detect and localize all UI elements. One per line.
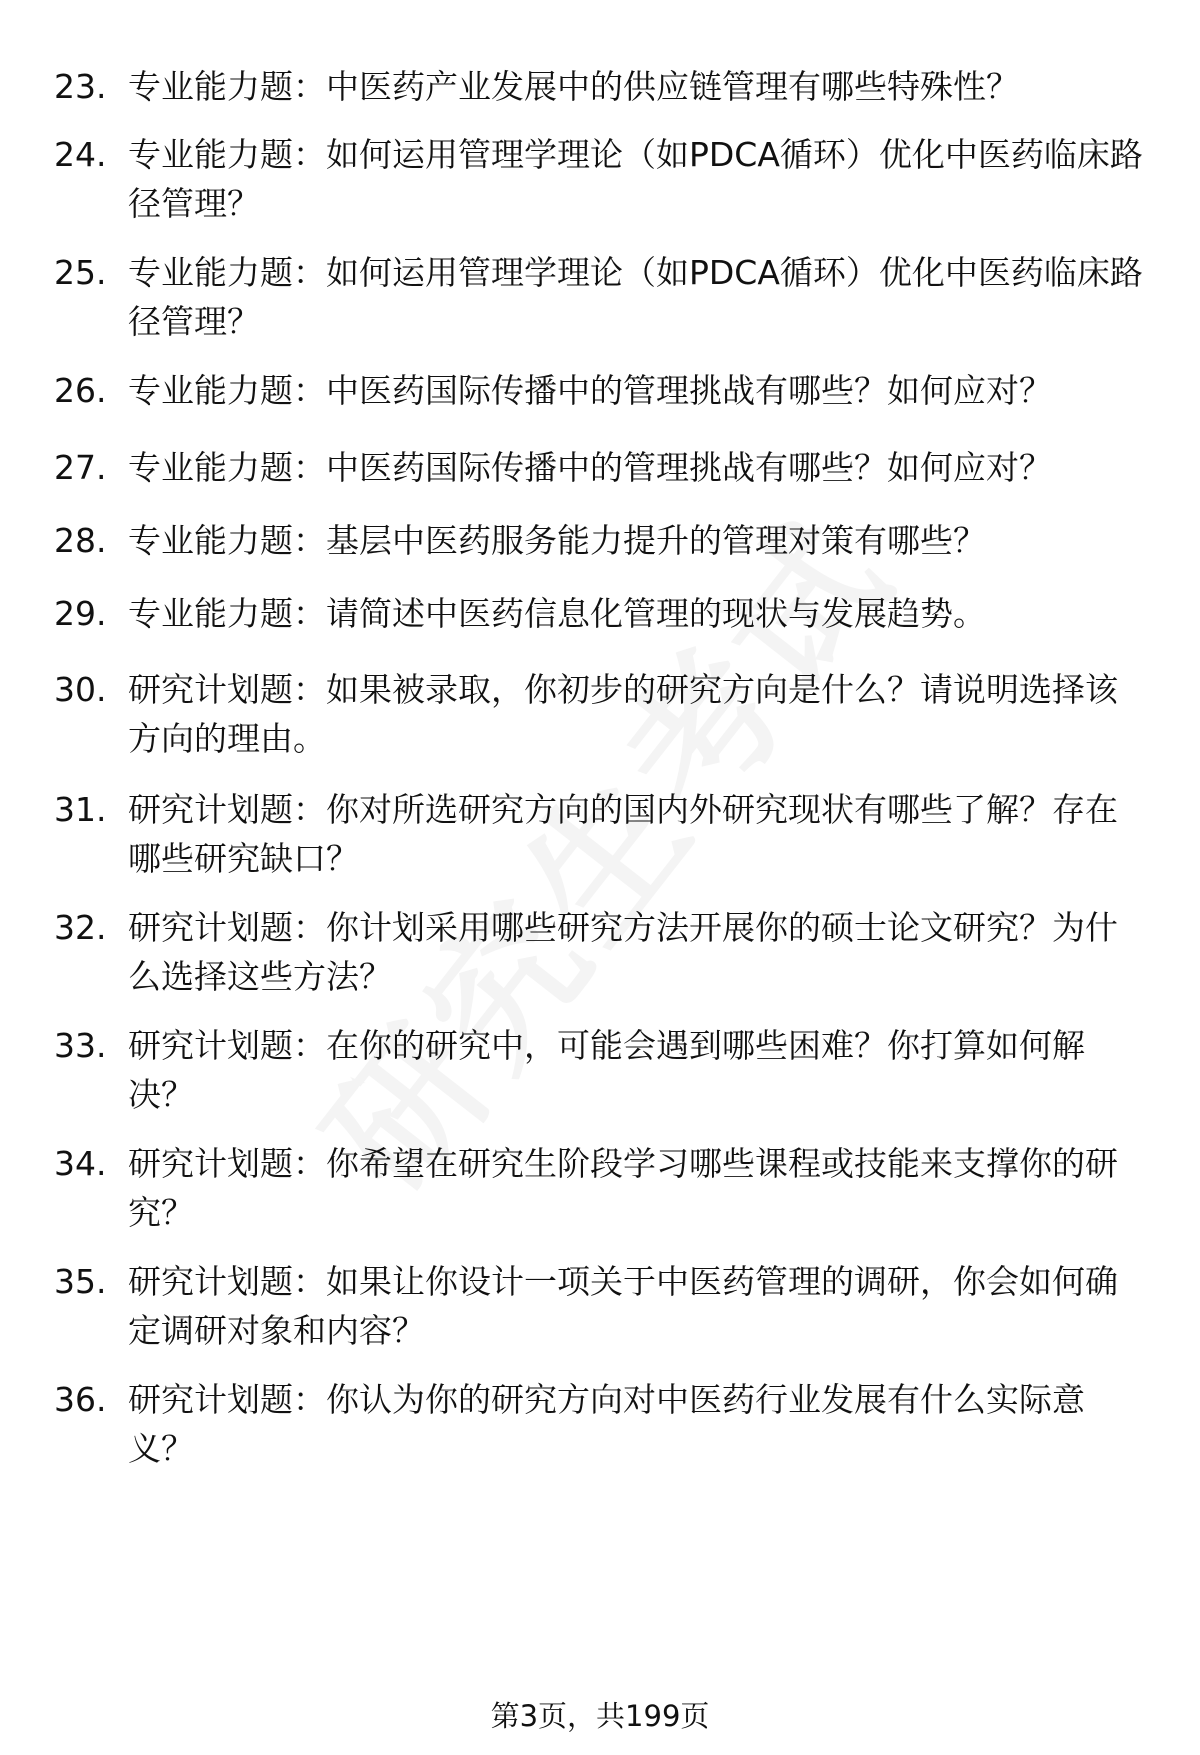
item-number: 35. — [54, 1262, 107, 1301]
item-text: 研究计划题：你认为你的研究方向对中医药行业发展有什么实际意义？ — [128, 1380, 1085, 1468]
item-number: 24. — [54, 135, 107, 174]
item-text: 专业能力题：中医药国际传播中的管理挑战有哪些？如何应对？ — [128, 448, 1052, 487]
item-text: 研究计划题：如果被录取，你初步的研究方向是什么？请说明选择该方向的理由。 — [128, 670, 1118, 758]
item-number: 28. — [54, 521, 107, 560]
item-number: 30. — [54, 670, 107, 709]
item-text: 专业能力题：中医药产业发展中的供应链管理有哪些特殊性？ — [128, 67, 1019, 106]
item-text: 专业能力题：基层中医药服务能力提升的管理对策有哪些？ — [128, 521, 986, 560]
item-number: 33. — [54, 1026, 107, 1065]
item-number: 26. — [54, 371, 107, 410]
item-text: 专业能力题：如何运用管理学理论（如PDCA循环）优化中医药临床路径管理？ — [128, 253, 1143, 341]
item-number: 29. — [54, 594, 107, 633]
item-number: 27. — [54, 448, 107, 487]
item-text: 研究计划题：在你的研究中，可能会遇到哪些困难？你打算如何解决？ — [128, 1026, 1085, 1114]
item-text: 研究计划题：你计划采用哪些研究方法开展你的硕士论文研究？为什么选择这些方法？ — [128, 908, 1118, 996]
item-text: 研究计划题：如果让你设计一项关于中医药管理的调研，你会如何确定调研对象和内容？ — [128, 1262, 1118, 1350]
item-number: 23. — [54, 67, 107, 106]
item-number: 25. — [54, 253, 107, 292]
item-number: 31. — [54, 790, 107, 829]
item-text: 专业能力题：中医药国际传播中的管理挑战有哪些？如何应对？ — [128, 371, 1052, 410]
item-text: 专业能力题：如何运用管理学理论（如PDCA循环）优化中医药临床路径管理？ — [128, 135, 1143, 223]
item-number: 32. — [54, 908, 107, 947]
item-text: 专业能力题：请简述中医药信息化管理的现状与发展趋势。 — [128, 594, 986, 633]
item-number: 36. — [54, 1380, 107, 1419]
item-number: 34. — [54, 1144, 107, 1183]
item-text: 研究计划题：你希望在研究生阶段学习哪些课程或技能来支撑你的研究？ — [128, 1144, 1118, 1232]
page-number-footer: 第3页，共199页 — [490, 1699, 710, 1733]
item-text: 研究计划题：你对所选研究方向的国内外研究现状有哪些了解？存在哪些研究缺口？ — [128, 790, 1118, 878]
